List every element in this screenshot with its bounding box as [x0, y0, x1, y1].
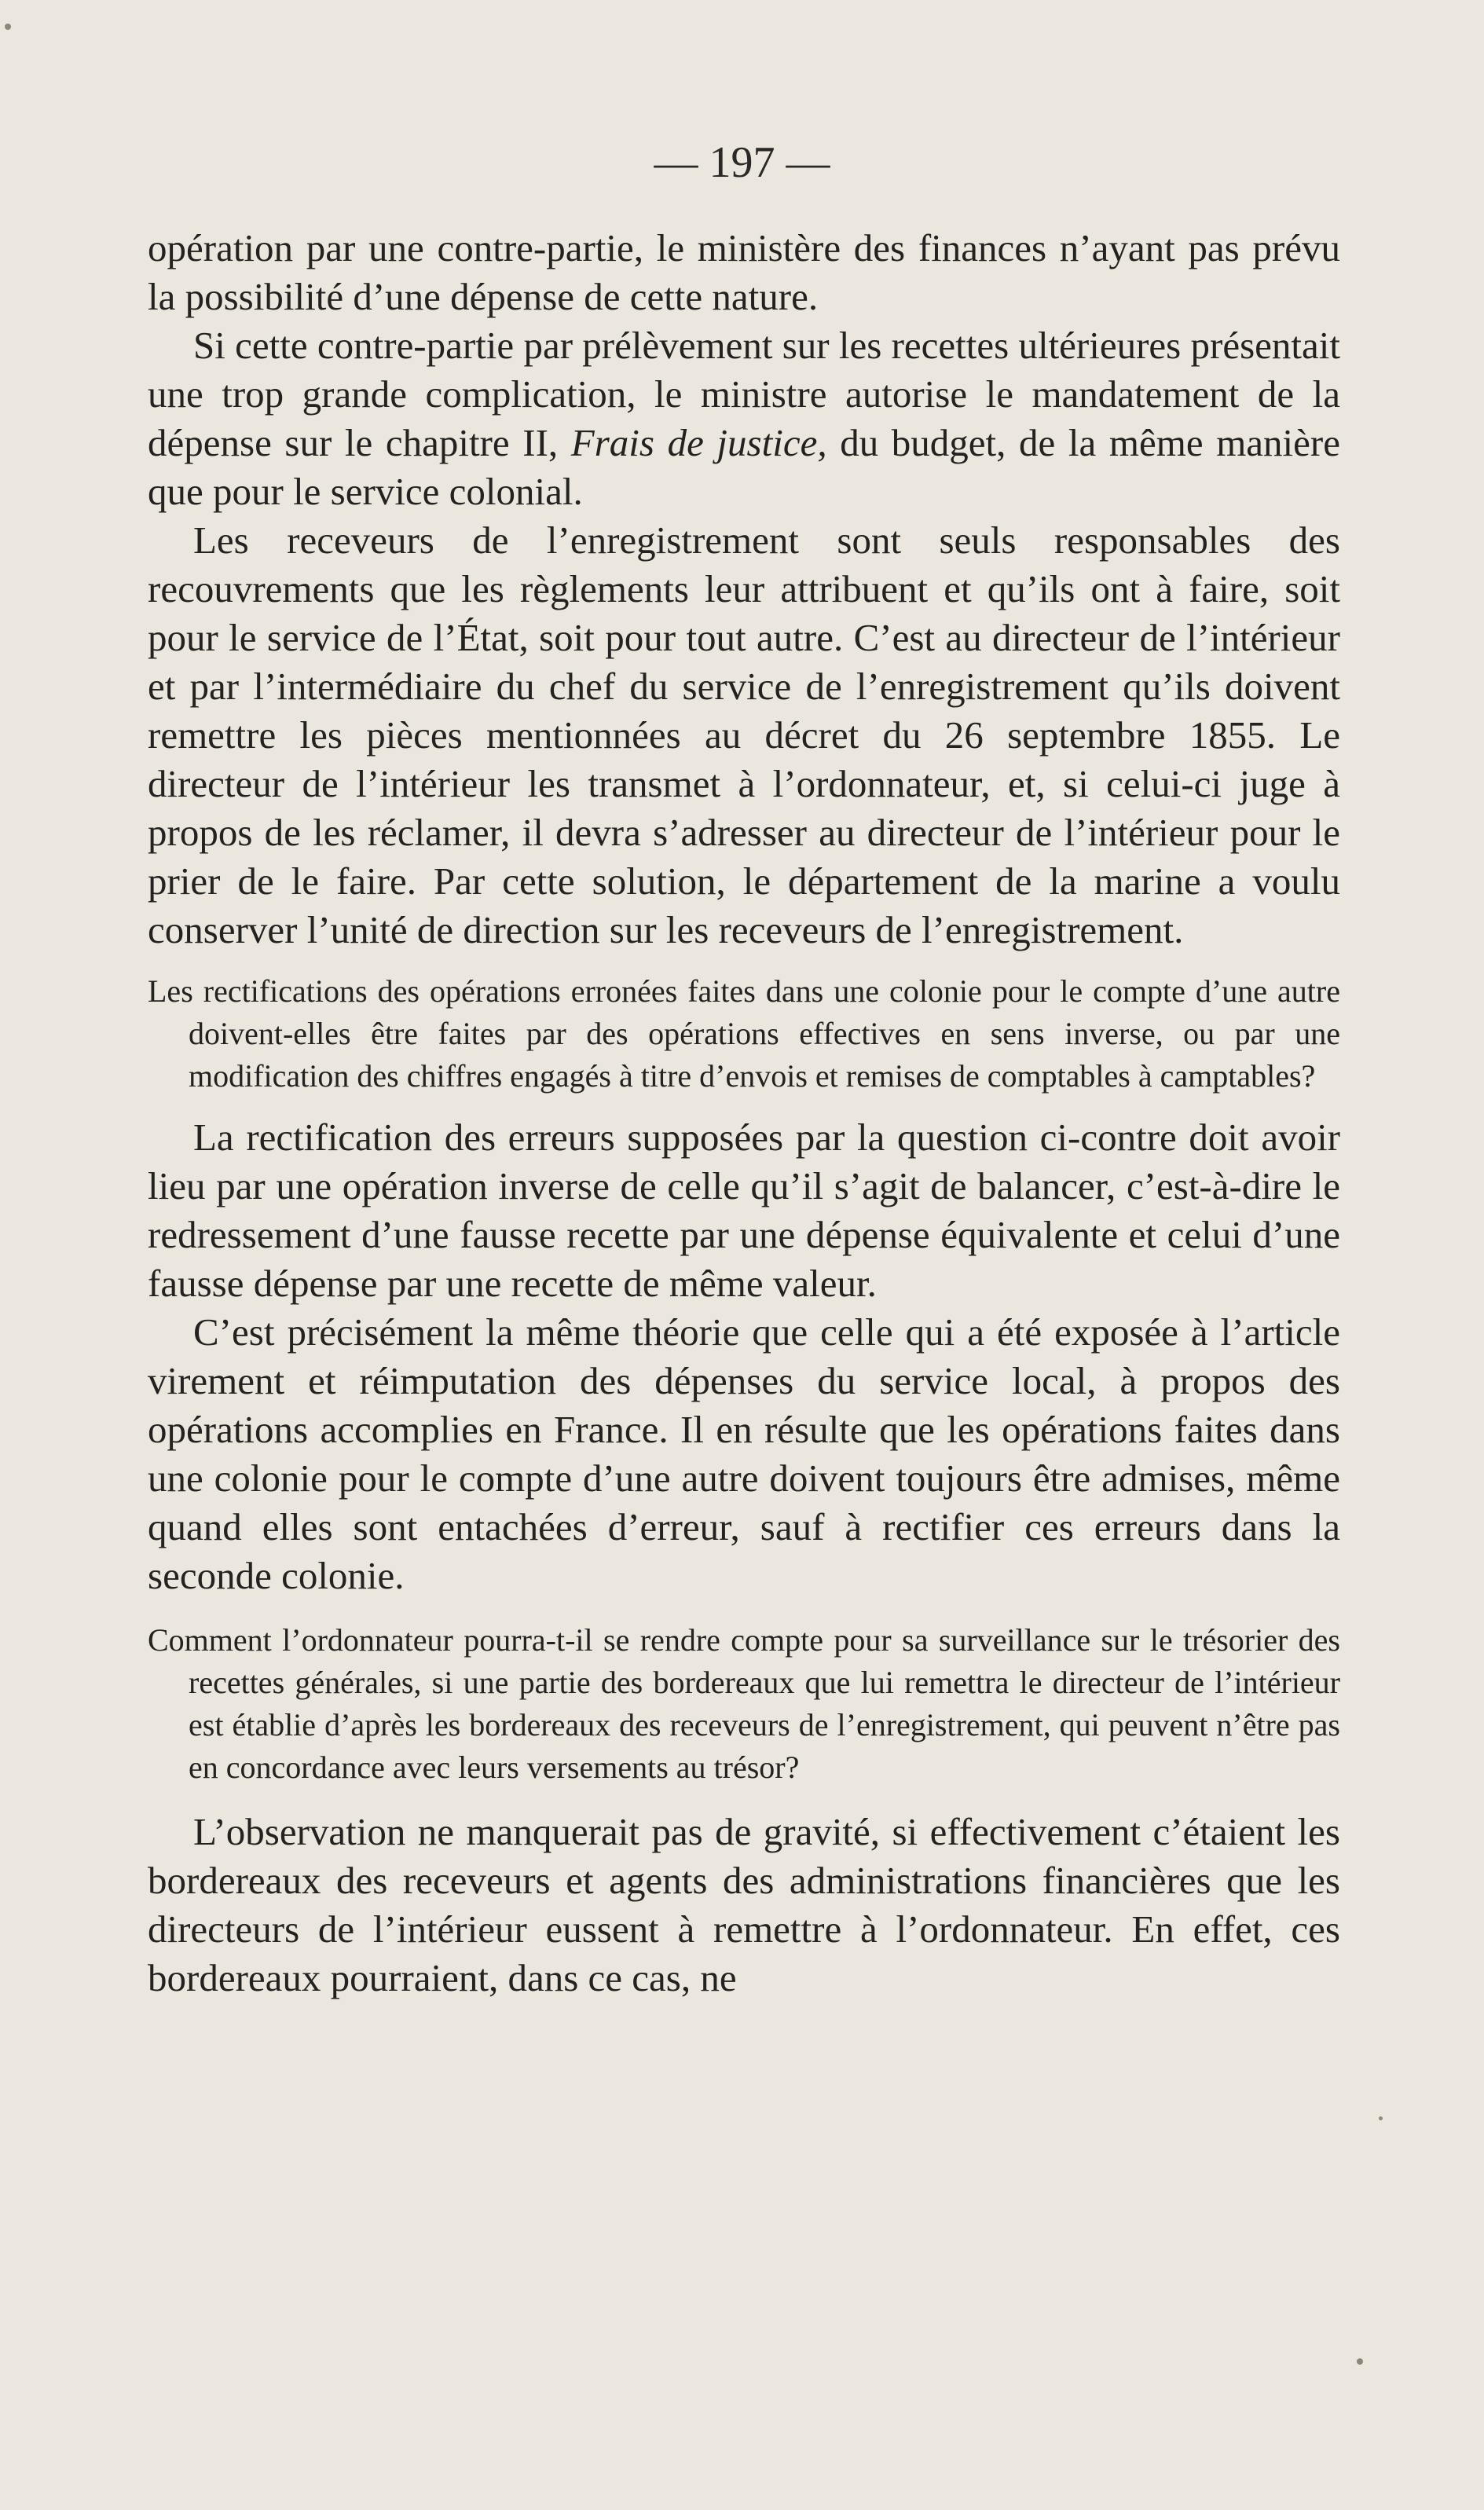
- spacer: [148, 1097, 1340, 1113]
- question-ordonnateur: Comment l’ordonnateur pourra-t-il se rendre compte pour sa surveillance sur le trésorier des recettes générales, si une partie des bordereaux que lui remettra le directeur de l’intérieur est établie d’après les bordereaux des receveurs de l’enregistrement, qui peuvent n’être pas en concordance avec leurs versements au trésor?: [148, 1622, 1340, 1785]
- question-rectifications: Les rectifications des opérations erronées faites dans une colonie pour le compte d’une autre doivent-elles être faites par des opérations effectives en sens inverse, ou par une modification des chiffres engagés à titre d’envois et remises de comptables à camptables?: [148, 973, 1340, 1094]
- paper-speck: [1357, 2358, 1363, 2365]
- paper-speck: [1379, 2116, 1383, 2120]
- italic-chapter-title: Frais de justice,: [570, 421, 827, 464]
- paper-speck: [5, 24, 11, 30]
- paragraph-theorie: C’est précisément la même théorie que celle qui a été exposée à l’article virement et réimputation des dépenses du service local, à propos des opérations accomplies en France. Il en résulte que les opérations faites dans une colonie pour le compte d’une autre doivent toujours être admises, même quand elles sont entachées d’erreur, sauf à rectifier ces erreurs dans la seconde colonie.: [148, 1310, 1340, 1597]
- paragraph-receveurs: Les receveurs de l’enregistrement sont seuls responsables des recouvrements que les règlements leur attribuent et qu’ils ont à faire, soit pour le service de l’État, soit pour tout autre. C’est au directeur de l’intérieur et par l’intermédiaire du chef du service de l’enregistrement qu’ils doivent remettre les pièces mentionnées au décret du 26 septembre 1855. Le directeur de l’intérieur les transmet à l’ordonnateur, et, si celui-ci juge à propos de les réclamer, il devra s’adresser au directeur de l’intérieur pour le prier de le faire. Par cette solution, le département de la marine a voulu conserver l’unité de direction sur les receveurs de l’enregistrement.: [148, 518, 1340, 951]
- paragraph-continued: opération par une contre-partie, le ministère des finances n’ayant pas prévu la possibilité d’une dépense de cette nature.: [148, 226, 1340, 318]
- answer-observation: L’observation ne manquerait pas de gravité, si effectivement c’étaient les bordereaux des receveurs et agents des administrations financières que les directeurs de l’intérieur eussent à remettre à l’ordonnateur. En effet, ces bordereaux pourraient, dans ce cas, ne: [148, 1810, 1340, 1999]
- page-number: — 197 —: [654, 138, 830, 187]
- answer-rectification: La rectification des erreurs supposées par la question ci-contre doit avoir lieu par une opération inverse de celle qu’il s’agit de balancer, c’est-à-dire le redressement d’une fausse recette par une dépense équivalente et celui d’une fausse dépense par une recette de même valeur.: [148, 1116, 1340, 1305]
- page-body: [148, 224, 1340, 2003]
- spacer: [148, 1600, 1340, 1619]
- paragraph-text: du budget, de la même manière que pour le service colonial.: [148, 421, 1340, 513]
- paragraph-text: Si cette contre-partie par prélèvement sur les recettes ultérieures présentait une trop grande complication, le ministre autorise le mandatement de la dépense sur le chapitre II,: [148, 324, 1340, 464]
- spacer: [148, 1789, 1340, 1808]
- paragraph-chapter-ii: [148, 321, 1340, 516]
- spacer: [148, 955, 1340, 970]
